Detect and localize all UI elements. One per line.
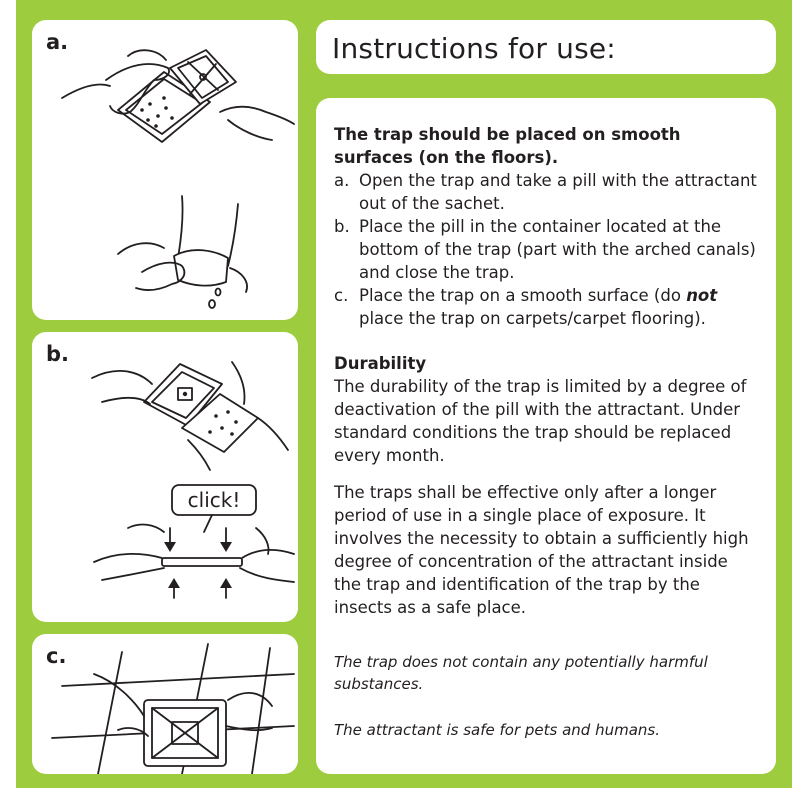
- durability-heading: Durability: [334, 354, 427, 373]
- instructions-panel: [316, 98, 776, 774]
- step-marker: a.: [334, 171, 350, 190]
- durability-text: The durability of the trap is limited by a degree of deactivation of the pill with the attractant. Under standard conditions the trap should be replaced every month.: [334, 377, 747, 465]
- list-item: [334, 169, 758, 215]
- step-text: Place the pill in the container located at the bottom of the trap (part with the arched canals) and close the trap.: [359, 217, 756, 282]
- harmless-note: The trap does not contain any potentially harmful substances.: [334, 653, 708, 693]
- list-item: [334, 284, 758, 330]
- close-trap-illustration: [32, 332, 298, 622]
- page-title: Instructions for use:: [332, 32, 616, 65]
- step-text-post: place the trap on carpets/carpet flooring).: [359, 309, 706, 328]
- step-b-panel: [32, 332, 298, 622]
- step-a-panel: [32, 20, 298, 320]
- place-trap-illustration: [32, 634, 298, 774]
- effectiveness-text: The traps shall be effective only after a longer period of use in a single place of exposure. It involves the necessity to obtain a sufficiently high degree of concentration of the attractant inside the trap and identification of the trap by the insects as a safe place.: [334, 483, 749, 617]
- list-item: [334, 215, 758, 284]
- safety-note: The attractant is safe for pets and humans.: [334, 721, 660, 739]
- open-trap-illustration: [32, 20, 298, 320]
- step-marker: c.: [334, 286, 349, 305]
- step-list: [334, 169, 758, 330]
- step-text-pre: Place the trap on a smooth surface (do: [359, 286, 687, 305]
- emphasis-not: not: [686, 286, 718, 305]
- step-c-panel: [32, 634, 298, 774]
- step-c-label: c.: [46, 644, 67, 668]
- instruction-sheet: [16, 0, 792, 788]
- title-panel: [316, 20, 776, 74]
- step-a-label: a.: [46, 30, 69, 54]
- step-marker: b.: [334, 217, 350, 236]
- click-label: click!: [187, 488, 241, 512]
- step-b-label: b.: [46, 342, 70, 366]
- step-text: Open the trap and take a pill with the attractant out of the sachet.: [359, 171, 757, 213]
- intro-text: The trap should be placed on smooth surfaces (on the floors).: [334, 125, 681, 167]
